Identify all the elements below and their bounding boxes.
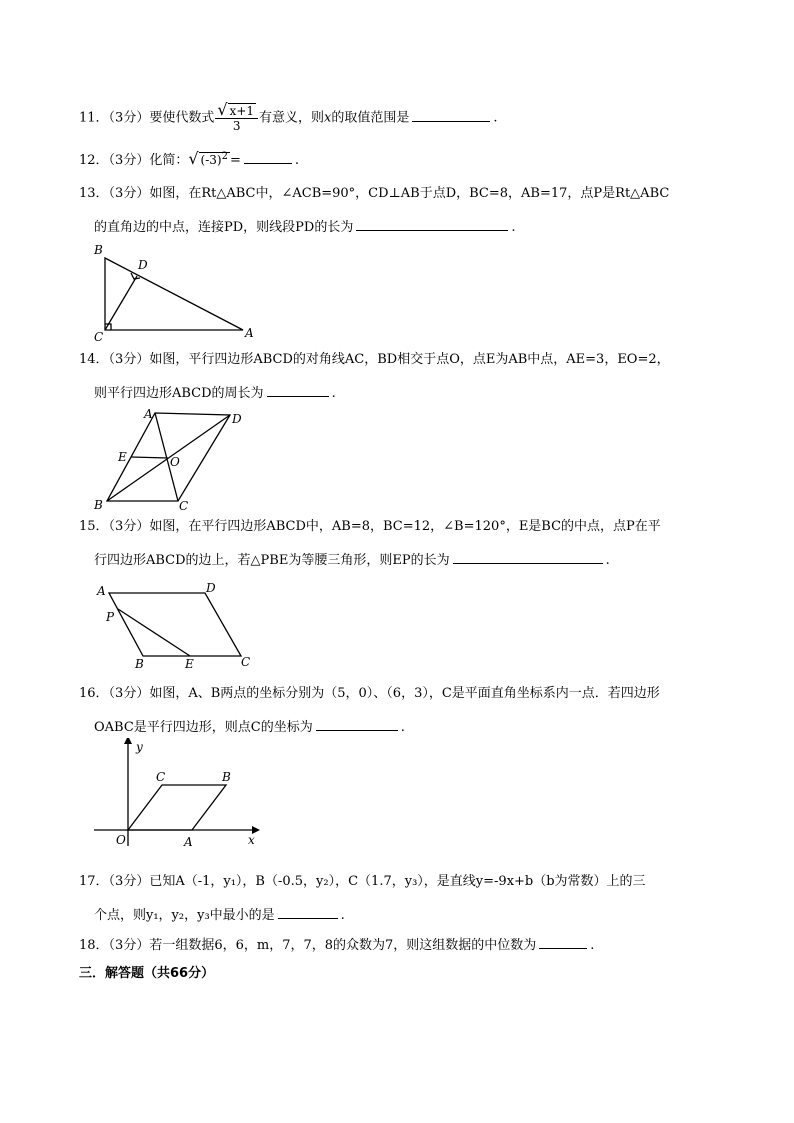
answer-blank[interactable]	[412, 107, 490, 122]
y-axis-arrow	[124, 738, 132, 744]
answer-blank[interactable]	[244, 149, 292, 164]
q16-line2	[94, 716, 405, 738]
q13-line2	[94, 216, 515, 238]
q14-line1	[79, 350, 670, 370]
q17-text: 已知A（-1，y₁），B（-0.5，y₂），C（1.7，y₃），是直线y=-9x+b（b为常数）上的三	[149, 874, 646, 889]
label-b: B	[135, 657, 144, 671]
sqrt-symbol: √	[217, 100, 228, 119]
q18-text: 若一组数据6，6，m，7，7，8的众数为7，则这组数据的中位数为	[149, 938, 537, 953]
q16-text: OABC是平行四边形，则点C的坐标为	[94, 720, 313, 735]
answer-blank[interactable]	[356, 216, 508, 231]
denominator: 3	[232, 119, 241, 133]
answer-blank[interactable]	[453, 549, 603, 564]
period: .	[590, 938, 595, 953]
period: .	[511, 220, 516, 235]
label-b: B	[94, 498, 103, 512]
q18-number: 18．（3分）	[79, 938, 150, 953]
answer-blank[interactable]	[267, 382, 329, 397]
segment-cd	[105, 276, 137, 330]
answer-blank[interactable]	[316, 716, 398, 731]
period: .	[493, 110, 498, 126]
sqrt-symbol: √	[188, 149, 199, 168]
segment-eo	[131, 457, 168, 458]
q15-line2	[94, 549, 610, 571]
q14-text: 则平行四边形ABCD的周长为	[94, 386, 264, 401]
label-a: A	[245, 326, 254, 340]
radicand	[199, 152, 230, 167]
label-b: B	[222, 770, 231, 784]
q13-line1	[79, 184, 669, 204]
equals: =	[229, 153, 241, 168]
label-e: E	[185, 657, 194, 671]
segment-pe	[118, 609, 190, 656]
period: .	[400, 720, 405, 735]
q11-text: 要使代数式	[149, 110, 215, 126]
q13-number: 13．（3分）	[79, 186, 150, 201]
exponent: 2	[221, 151, 228, 162]
q16-number: 16．（3分）	[79, 686, 150, 701]
radicand-base: (-3)	[200, 153, 222, 167]
label-x: x	[248, 833, 255, 847]
q13-triangle-figure	[90, 240, 265, 346]
label-b: B	[94, 243, 103, 257]
period: .	[331, 386, 336, 401]
radicand: x+1	[229, 104, 255, 118]
label-c: C	[241, 655, 251, 669]
q12-text: 化简：	[149, 153, 189, 168]
answer-blank[interactable]	[539, 934, 587, 949]
label-y: y	[136, 740, 143, 754]
q13-text: 的直角边的中点，连接PD，则线段PD的长为	[94, 220, 354, 235]
q17-line2	[94, 904, 345, 926]
fraction	[215, 100, 258, 133]
period: .	[340, 908, 345, 923]
label-c: C	[94, 330, 104, 344]
q17-text: 个点，则y₁，y₂，y₃中最小的是	[94, 908, 275, 923]
label-d: D	[138, 258, 148, 272]
variable: x	[324, 110, 332, 126]
answer-blank[interactable]	[278, 904, 338, 919]
q14-text: 如图，平行四边形ABCD的对角线AC，BD相交于点O，点E为AB中点，AE=3，EO=2，	[149, 352, 670, 367]
parallelogram-oabc	[128, 785, 226, 830]
q18-line	[79, 934, 594, 956]
label-d: D	[206, 581, 216, 595]
label-a: A	[97, 584, 106, 598]
label-c: C	[179, 499, 189, 513]
q17-line1	[79, 872, 646, 892]
q11-text: 有意义，则	[259, 110, 325, 126]
q14-number: 14．（3分）	[79, 352, 150, 367]
section-heading: 三．解答题（共66分）	[79, 966, 215, 981]
label-a: A	[184, 835, 193, 849]
q14-parallelogram-figure	[90, 403, 250, 515]
q11-text: 的取值范围是	[331, 110, 410, 126]
q15-text: 行四边形ABCD的边上，若△PBE为等腰三角形，则EP的长为	[94, 553, 450, 568]
label-a: A	[144, 407, 153, 421]
label-p: P	[106, 610, 115, 624]
q16-line1	[79, 684, 660, 704]
period: .	[294, 153, 300, 168]
label-o: O	[170, 455, 180, 469]
period: .	[605, 553, 610, 568]
label-e: E	[118, 450, 127, 464]
q15-number: 15．（3分）	[79, 519, 150, 534]
q16-text: 如图，A、B两点的坐标分别为（5，0）、（6，3），C是平面直角坐标系内一点．若四边形	[149, 686, 660, 701]
q16-coordinate-figure	[90, 738, 265, 853]
q17-number: 17．（3分）	[79, 874, 150, 889]
q14-line2	[94, 382, 336, 404]
q15-text: 如图，在平行四边形ABCD中，AB=8，BC=12，∠B=120°，E是BC的中点，点P在平	[149, 519, 661, 534]
label-d: D	[232, 412, 242, 426]
q12-number: 12．（3分）	[79, 153, 150, 168]
q11-line	[79, 100, 498, 133]
label-o: O	[116, 833, 126, 847]
q13-text: 如图，在Rt△ABC中，∠ACB=90°，CD⊥AB于点D，BC=8，AB=17，点P是Rt△ABC	[149, 186, 670, 201]
q15-parallelogram-figure	[90, 578, 260, 673]
q15-line1	[79, 517, 661, 537]
label-c: C	[156, 770, 166, 784]
q11-number: 11．（3分）	[79, 110, 150, 126]
q12-line	[79, 147, 299, 171]
